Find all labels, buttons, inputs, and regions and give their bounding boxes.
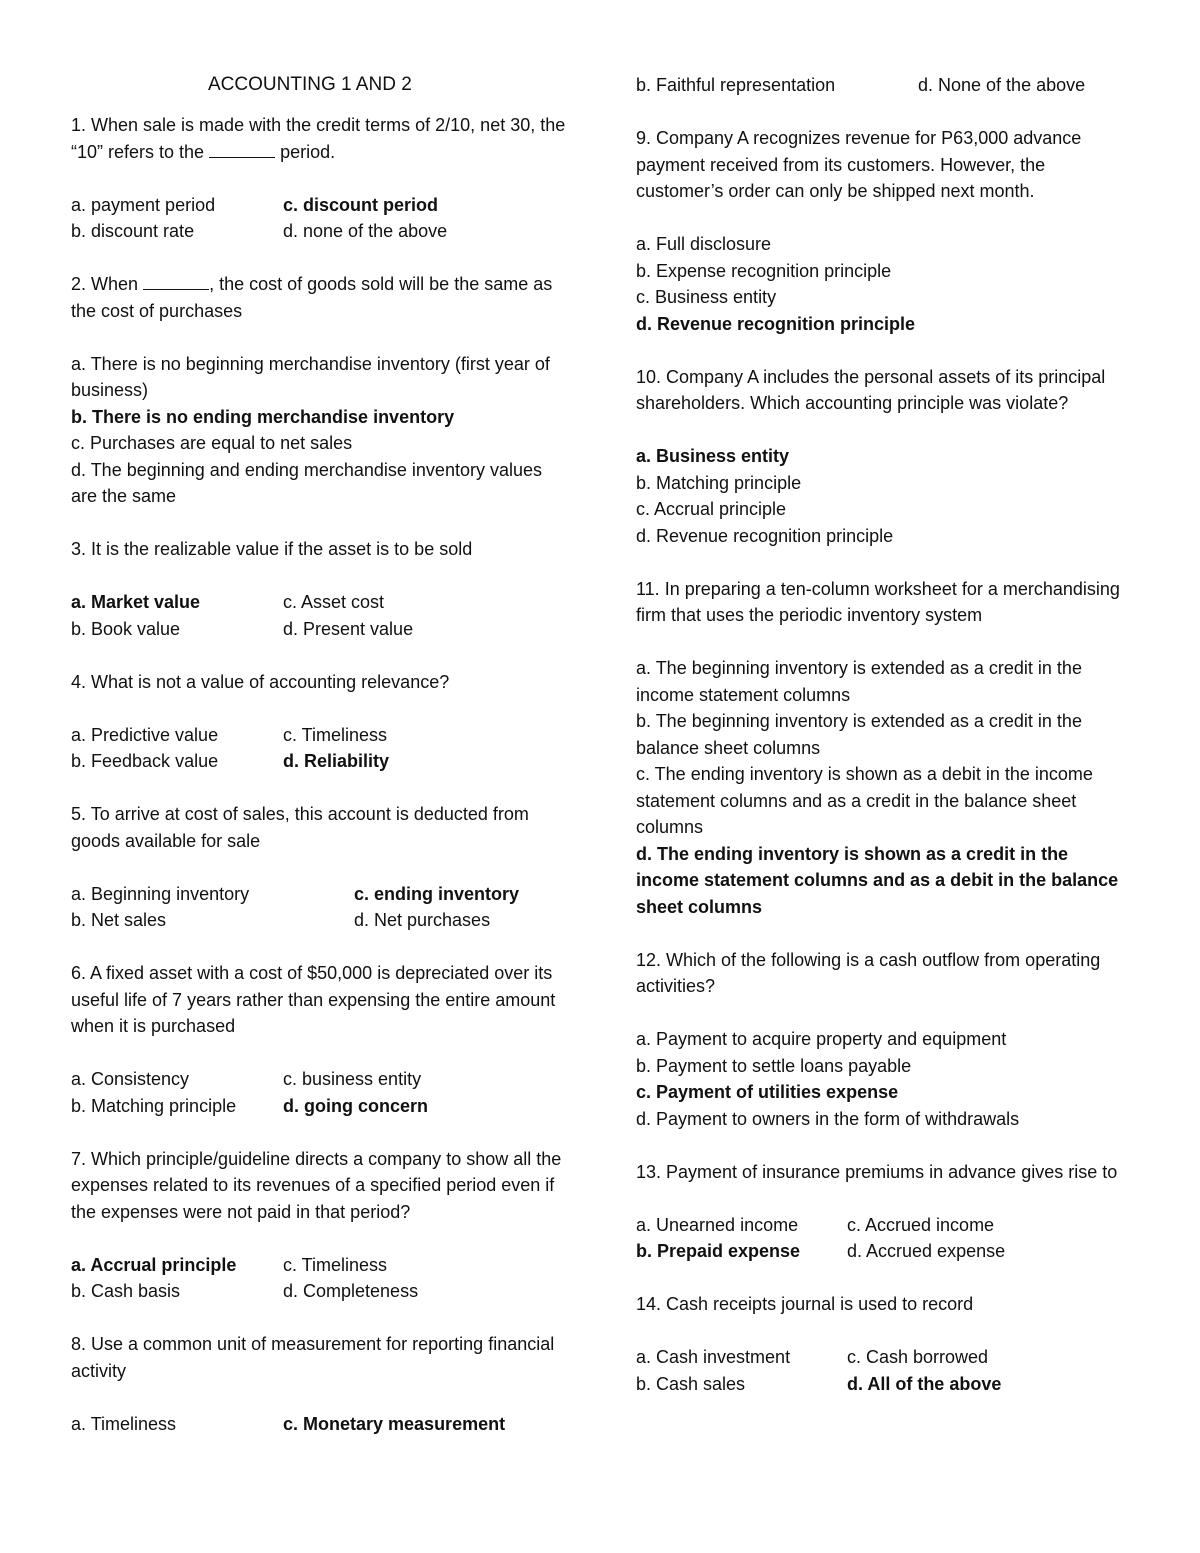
answer-blank [143,275,209,290]
option-c: c. ending inventory [354,883,520,904]
question-1-options [71,192,571,245]
option-b: b. Faithful representation [636,75,836,95]
question-11: 11. In preparing a ten-column worksheet for a merchandising firm that uses the periodic inventory system [636,578,1120,625]
option-b: b. Matching principle [71,1095,237,1116]
question-3-options [71,589,571,642]
option-d: d. Revenue recognition principle [636,313,916,334]
question-13-options [636,1212,1136,1265]
option-a: a. payment period [71,194,216,215]
option-c: c. Monetary measurement [283,1413,506,1434]
option-a: a. Business entity [636,446,790,466]
question-10-options [636,443,1136,549]
question-7: 7. Which principle/guideline directs a company to show all the expenses related to its revenues of a specified period even if the expenses were not paid in that period? [71,1148,562,1222]
option-d: d. going concern [283,1095,429,1116]
question-11-options [636,655,1136,920]
option-a: a. Consistency [71,1069,190,1089]
option-b: b. The beginning inventory is extended as a credit in the balance sheet columns [636,711,1082,758]
option-c: c. Payment of utilities expense [636,1082,899,1102]
option-b: b. Cash basis [71,1281,181,1301]
right-column [636,72,1136,1397]
question-12-options [636,1026,1136,1132]
page-title: ACCOUNTING 1 AND 2 [208,74,412,95]
question-3: 3. It is the realizable value if the asset is to be sold [71,539,473,559]
question-4-options [71,722,571,775]
option-b: b. Payment to settle loans payable [636,1055,912,1076]
option-b: b. There is no ending merchandise inventory [71,406,455,427]
option-b: b. Book value [71,618,181,639]
question-1: 1. When sale is made with the credit terms of 2/10, net 30, the “10” refers to the period. [71,115,566,162]
option-a: a. Timeliness [71,1413,177,1434]
question-2: 2. When , the cost of goods sold will be the same as the cost of purchases [71,274,553,321]
question-2-options [71,351,571,510]
option-a: a. Predictive value [71,724,219,745]
option-c: c. Timeliness [283,1254,388,1275]
option-d: d. The ending inventory is shown as a credit in the income statement columns and as a debit in the balance sheet columns [636,843,1119,917]
question-7-options [71,1252,571,1305]
option-c: c. The ending inventory is shown as a debit in the income statement columns and as a credit in the balance sheet columns [636,764,1093,837]
question-4: 4. What is not a value of accounting relevance? [71,671,450,692]
question-14: 14. Cash receipts journal is used to record [636,1294,974,1314]
option-d: d. none of the above [283,221,448,241]
question-14-options [636,1344,1136,1397]
option-a: a. Accrual principle [71,1254,237,1275]
answer-blank [209,143,275,158]
question-8-options-continued [636,72,1136,99]
question-12: 12. Which of the following is a cash outflow from operating activities? [636,949,1101,996]
option-b: b. Expense recognition principle [636,260,892,281]
question-5-options [71,881,571,934]
option-c: c. Asset cost [283,592,385,612]
option-b: b. Prepaid expense [636,1241,801,1261]
option-d: d. Reliability [283,751,390,771]
option-c: c. Business entity [636,287,777,307]
question-6: 6. A fixed asset with a cost of $50,000 is depreciated over its useful life of 7 years rather than expensing the entire amount when it is purchased [71,963,556,1036]
question-9-options [636,231,1136,337]
option-b: b. Net sales [71,910,167,930]
left-column [71,72,571,1437]
question-10: 10. Company A includes the personal assets of its principal shareholders. Which accounting principle was violate? [636,366,1106,413]
option-d: d. Revenue recognition principle [636,525,894,546]
question-8: 8. Use a common unit of measurement for reporting financial activity [71,1334,555,1381]
option-c: c. Cash borrowed [847,1347,989,1367]
option-d: d. The beginning and ending merchandise inventory values are the same [71,459,542,506]
option-a: a. There is no beginning merchandise inventory (first year of business) [71,353,550,400]
option-b: b. discount rate [71,221,195,241]
option-a: a. Full disclosure [636,234,772,254]
option-b: b. Matching principle [636,472,802,493]
option-b: b. Cash sales [636,1373,746,1394]
option-c: c. Accrual principle [636,499,787,519]
option-c: c. Purchases are equal to net sales [71,433,353,453]
option-d: d. None of the above [918,75,1086,95]
option-a: a. Unearned income [636,1214,799,1235]
option-c: c. Accrued income [847,1214,995,1235]
option-d: d. Accrued expense [847,1241,1006,1261]
option-a: a. The beginning inventory is extended as a credit in the income statement columns [636,658,1082,705]
question-9: 9. Company A recognizes revenue for P63,000 advance payment received from its customers. However, the customer’s order can only be shipped next month. [636,128,1082,201]
option-d: d. Completeness [283,1281,419,1301]
question-5: 5. To arrive at cost of sales, this account is deducted from goods available for sale [71,804,529,851]
option-d: d. Payment to owners in the form of withdrawals [636,1108,1020,1129]
option-b: b. Feedback value [71,751,219,771]
question-8-options [71,1411,571,1438]
question-6-options [71,1066,571,1119]
question-13: 13. Payment of insurance premiums in advance gives rise to [636,1161,1118,1182]
option-d: d. Present value [283,618,414,639]
option-c: c. business entity [283,1069,422,1089]
option-d: d. All of the above [847,1373,1002,1394]
option-d: d. Net purchases [354,910,491,930]
option-c: c. discount period [283,194,439,215]
option-a: a. Market value [71,592,201,612]
option-c: c. Timeliness [283,724,388,745]
option-a: a. Payment to acquire property and equipment [636,1029,1007,1049]
option-a: a. Beginning inventory [71,883,250,904]
option-a: a. Cash investment [636,1347,791,1367]
